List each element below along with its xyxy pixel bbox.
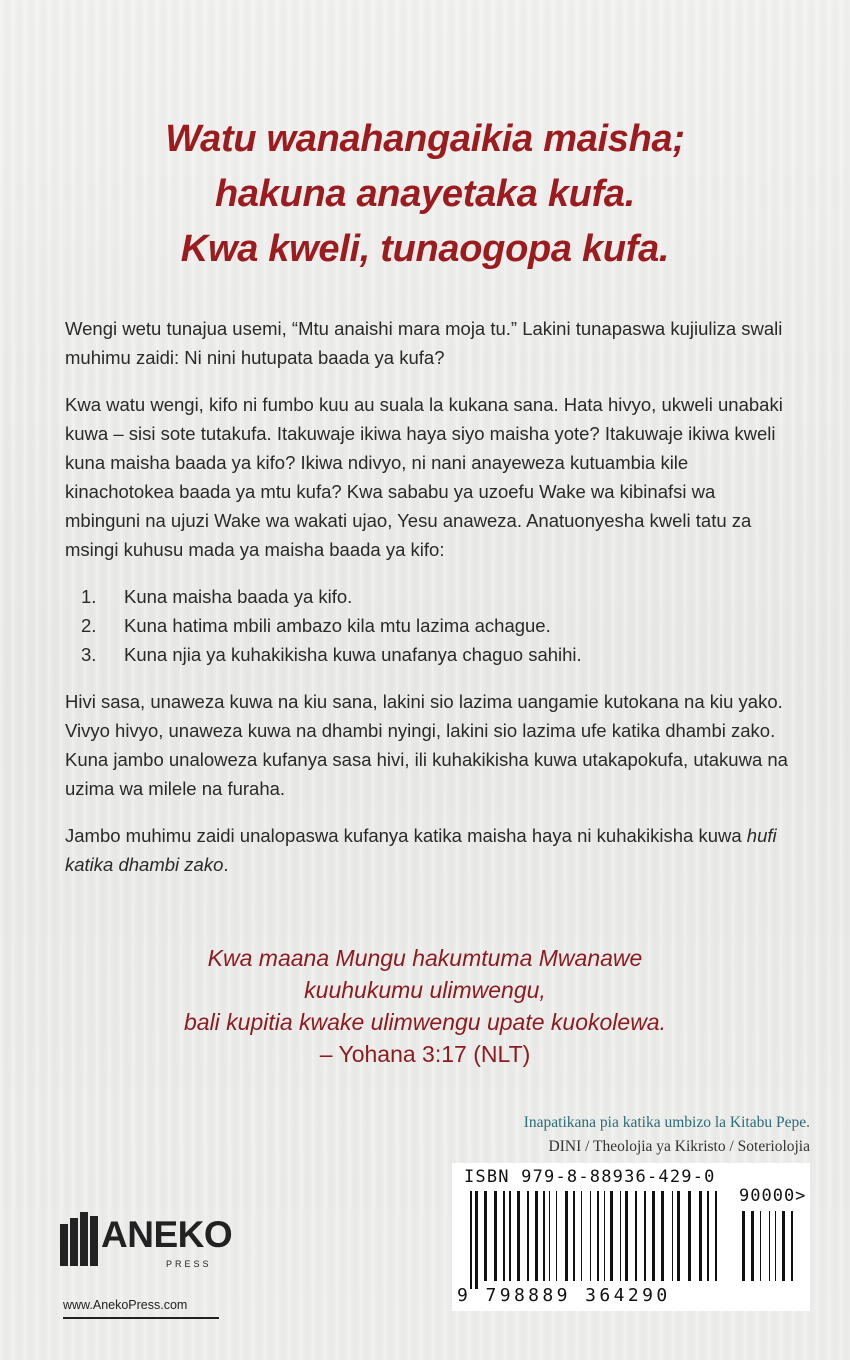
list-number: 2.: [81, 615, 97, 636]
barcode-bar: [775, 1211, 776, 1281]
barcode-bar: [597, 1191, 599, 1281]
publisher-logo: [58, 1212, 233, 1302]
barcode-bar: [517, 1191, 520, 1281]
barcode-bar: [590, 1191, 591, 1281]
headline-line: hakuna anayetaka kufa.: [214, 173, 636, 215]
price-code: 90000>: [739, 1186, 807, 1206]
truths-list: [65, 582, 795, 669]
headline-line: Kwa kweli, tunaogopa kufa.: [180, 228, 670, 270]
barcode-bar: [509, 1191, 511, 1281]
paragraph-4-end: .: [223, 854, 229, 875]
paragraph-4: [65, 821, 795, 879]
paragraph-3: Hivi sasa, unaweza kuwa na kiu sana, lakini sio lazima uangamie kutokana na kiu yako. Vivyo hivyo, unaweza kuwa na dhambi nyingi, lakini sio lazima ufe katika dhambi zako. Kuna jambo unaloweza kufanya sasa hivi, ili kuhakikisha kuwa utakapokufa, utakuwa na uzima wa milele na furaha.: [65, 691, 788, 799]
barcode-bar: [475, 1191, 478, 1289]
barcode-bar: [494, 1191, 497, 1281]
headline-line: Watu wanahangaikia maisha;: [165, 118, 685, 160]
barcode-bar: [625, 1191, 628, 1281]
publisher-name: ANEKO: [101, 1214, 233, 1255]
barcode-bar: [470, 1191, 472, 1289]
ean-digits: 9 798889 364290: [457, 1285, 671, 1306]
barcode-bar: [543, 1191, 545, 1281]
list-text: Kuna maisha baada ya kifo.: [124, 586, 353, 607]
paragraph-4-emphasis: hufi katika dhambi zako: [65, 825, 777, 875]
list-text: Kuna njia ya kuhakikisha kuwa unafanya chaguo sahihi.: [124, 644, 582, 665]
description-body: [65, 314, 795, 897]
verse-reference: – Yohana 3:17 (NLT): [319, 1041, 531, 1067]
barcode-bar: [769, 1211, 770, 1281]
verse-line: Kwa maana Mungu hakumtuma Mwanawe: [207, 945, 643, 971]
ean-bars: [470, 1191, 720, 1289]
barcode-bar: [535, 1191, 538, 1281]
barcode-bar: [581, 1191, 582, 1281]
barcode-bar: [652, 1191, 655, 1281]
barcode-bar: [556, 1191, 557, 1281]
list-text: Kuna hatima mbili ambazo kila mtu lazima achague.: [124, 615, 551, 636]
barcode-bar: [782, 1211, 785, 1281]
barcode-bar: [549, 1191, 550, 1281]
barcode-bar: [742, 1211, 745, 1281]
barcode-bar: [503, 1191, 505, 1281]
barcode-bar: [635, 1191, 637, 1281]
paragraph-1: Wengi wetu tunajua usemi, “Mtu anaishi mara moja tu.” Lakini tunapaswa kujiuliza swali muhimu zaidi: Ni nini hutupata baada ya kufa?: [65, 318, 783, 368]
verse-line: bali kupitia kwake ulimwengu upate kuokolewa.: [183, 1009, 666, 1035]
barcode-bar: [707, 1191, 709, 1281]
barcode-bar: [688, 1191, 691, 1281]
paragraph-4-text: Jambo muhimu zaidi unalopaswa kufanya katika maisha haya ni kuhakikisha kuwa: [65, 825, 747, 846]
barcode-bar: [699, 1191, 702, 1281]
barcode-bar: [573, 1191, 575, 1281]
addon-bars: [742, 1211, 800, 1289]
publisher-sub: PRESS: [166, 1259, 212, 1269]
isbn-barcode: [452, 1163, 810, 1311]
barcode-bar: [791, 1211, 793, 1281]
barcode-bar: [661, 1191, 664, 1281]
barcode-bar: [644, 1191, 646, 1281]
ebook-availability-note: Inapatikana pia katika umbizo la Kitabu Pepe.: [523, 1114, 810, 1131]
verse-line: kuuhukumu ulimwengu,: [304, 977, 546, 1003]
list-number: 3.: [81, 644, 97, 665]
list-item: [65, 640, 795, 669]
list-number: 1.: [81, 586, 97, 607]
barcode-bar: [715, 1191, 717, 1281]
isbn-number: ISBN 979-8-88936-429-0: [464, 1167, 716, 1187]
barcode-bar: [527, 1191, 529, 1281]
publisher-website[interactable]: www.AnekoPress.com: [63, 1298, 219, 1319]
barcode-bar: [677, 1191, 680, 1281]
barcode-bar: [610, 1191, 613, 1281]
barcode-bar: [484, 1191, 487, 1281]
scripture-quote: [0, 942, 850, 1070]
book-spines-icon: [58, 1212, 102, 1268]
barcode-bar: [672, 1191, 673, 1281]
paragraph-2: Kwa watu wengi, kifo ni fumbo kuu au suala la kukana sana. Hata hivyo, ukweli unabaki kuwa – sisi sote tutakufa. Itakuwaje ikiwa haya siyo maisha yote? Itakuwaje ikiwa kweli kuna maisha baada ya kifo? Ikiwa ndivyo, ni nani anayeweza kutuambia kile kinachotokea baada ya mtu kufa? Kwa sababu ya uzoefu Wake wa kibinafsi wa mbinguni na ujuzi Wake wa wakati ujao, Yesu anaweza. Anatuonyesha kweli tatu za msingi kuhusu mada ya maisha baada ya kifo:: [65, 394, 783, 560]
list-item: [65, 611, 795, 640]
subject-category: DINI / Theolojia ya Kikristo / Soteriolojia: [548, 1138, 810, 1155]
barcode-bar: [751, 1211, 754, 1281]
barcode-bar: [604, 1191, 605, 1281]
barcode-bar: [760, 1211, 761, 1281]
headline: [0, 112, 850, 277]
list-item: [65, 582, 795, 611]
barcode-bar: [565, 1191, 568, 1281]
barcode-bar: [620, 1191, 621, 1281]
